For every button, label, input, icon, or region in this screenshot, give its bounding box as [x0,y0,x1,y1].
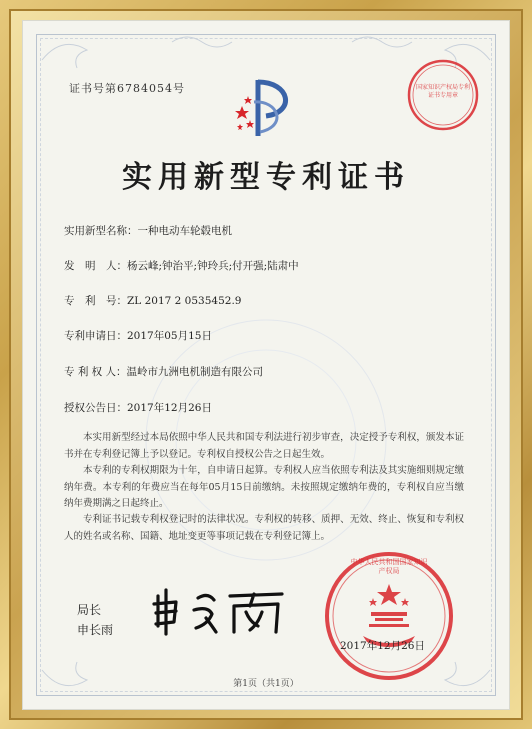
field-value: 2017年12月26日 [127,402,212,414]
field-label: 实用新型名称： [64,225,138,237]
seal-text: 中华人民共和国国家知识产权局 [350,558,428,575]
field-patent-number [64,293,241,308]
field-value: 一种电动车轮毂电机 [137,225,232,237]
field-label: 发 明 人： [64,260,127,272]
field-label: 专利申请日： [64,330,127,342]
field-value: 杨云峰;钟治平;钟玲兵;付开强;陆肃中 [127,260,299,272]
state-ip-office-seal [323,550,455,682]
field-label: 专 利 号： [64,295,127,307]
certificate-paper [22,20,510,710]
field-inventors [64,258,299,273]
corner-seal [406,58,480,132]
certificate-number: 证书号第6784054号 [69,82,185,95]
field-utility-name [64,223,232,238]
director-name: 申长雨 [77,623,114,637]
issue-date: 2017年12月26日 [340,640,425,652]
field-value: 温岭市九洲电机制造有限公司 [126,366,264,378]
field-application-date [64,328,212,343]
paragraph-term: 本专利的专利权期限为十年，自申请日起算。专利权人应当依照专利法及其实施细则规定缴纳年费。本专利的年费应当在每年05月15日前缴纳。未按照规定缴纳年费的，专利权自应当缴纳年费期满之日起终止。 [64,465,464,509]
field-grant-date [64,400,212,415]
corner-seal-text: 国家知识产权局专利证书专用章 [416,84,471,99]
director-signature-icon [150,586,290,638]
page-title: 实用新型专利证书 [122,160,410,195]
director-title: 局长 [77,603,102,617]
page-number: 第1页（共1页） [233,679,299,689]
patent-office-logo-icon [230,72,302,142]
field-label: 专 利 权 人： [64,366,127,378]
field-label: 授权公告日： [64,402,127,414]
field-value: 2017年05月15日 [127,330,212,342]
field-value: ZL 2017 2 0535452.9 [127,295,242,307]
field-patentee [64,364,263,379]
paragraph-grant: 本实用新型经过本局依照中华人民共和国专利法进行初步审查，决定授予专利权，颁发本证书并在专利登记簿上予以登记。专利权自授权公告之日起生效。 [64,432,464,460]
paragraph-legal-status: 专利证书记载专利权登记时的法律状况。专利权的转移、质押、无效、终止、恢复和专利权人的姓名或名称、国籍、地址变更等事项记载在专利登记簿上。 [64,514,464,542]
